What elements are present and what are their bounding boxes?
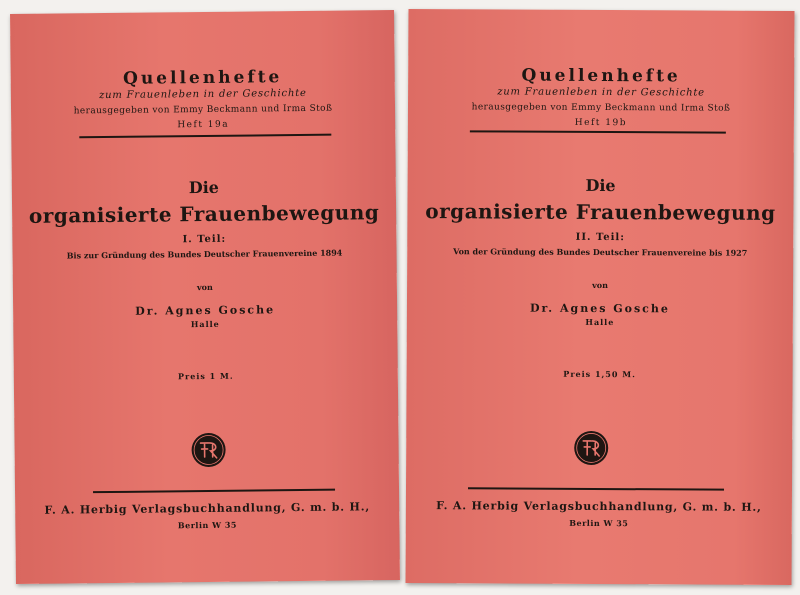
top-divider (79, 134, 331, 139)
series-editors: herausgegeben von Emmy Beckmann und Irma Stoß (73, 103, 333, 117)
author-name: Dr. Agnes Gosche (529, 301, 670, 316)
series-subtitle: zum Frauenleben in der Geschichte (497, 86, 705, 99)
by-label: von (592, 279, 608, 291)
bottom-divider (93, 489, 335, 494)
book-title: organisierte Frauenbewegung (28, 200, 380, 228)
top-divider (470, 130, 726, 133)
series-title: Quellenhefte (521, 65, 681, 87)
book-title: organisierte Frauenbewegung (425, 199, 776, 225)
price-label: Preis 1,50 M. (563, 368, 636, 380)
part-label: II. Teil: (575, 231, 625, 244)
series-title: Quellenhefte (122, 67, 283, 89)
author-name: Dr. Agnes Gosche (135, 303, 276, 318)
series-subtitle: zum Frauenleben in der Geschichte (98, 87, 307, 102)
part-label: I. Teil: (182, 233, 227, 246)
title-article: Die (585, 175, 616, 196)
book-cover-part-2 (405, 9, 794, 585)
publisher-city: Berlin W 35 (177, 519, 238, 531)
publisher-logo-icon (573, 430, 609, 466)
series-editors: herausgegeben von Emmy Beckmann und Irma Stoß (471, 102, 731, 114)
title-article: Die (188, 177, 220, 198)
publisher-name: F. A. Herbig Verlagsbuchhandlung, G. m. b. H., (436, 499, 762, 514)
publisher-city: Berlin W 35 (569, 517, 629, 529)
author-city: Halle (585, 316, 615, 328)
bottom-divider (468, 487, 724, 490)
part-subtitle: Von der Gründung des Bundes Deutscher Frauenvereine bis 1927 (453, 246, 748, 258)
issue-number: Heft 19b (574, 117, 628, 129)
publisher-name: F. A. Herbig Verlagsbuchhandlung, G. m. b. H., (44, 500, 371, 517)
price-label: Preis 1 M. (177, 370, 234, 382)
author-city: Halle (190, 318, 220, 330)
by-label: von (196, 281, 213, 293)
part-subtitle: Bis zur Gründung des Bundes Deutscher Frauenvereine 1894 (66, 247, 343, 261)
book-cover-part-1 (10, 10, 400, 584)
publisher-logo-icon (190, 432, 226, 468)
issue-number: Heft 19a (177, 119, 230, 131)
